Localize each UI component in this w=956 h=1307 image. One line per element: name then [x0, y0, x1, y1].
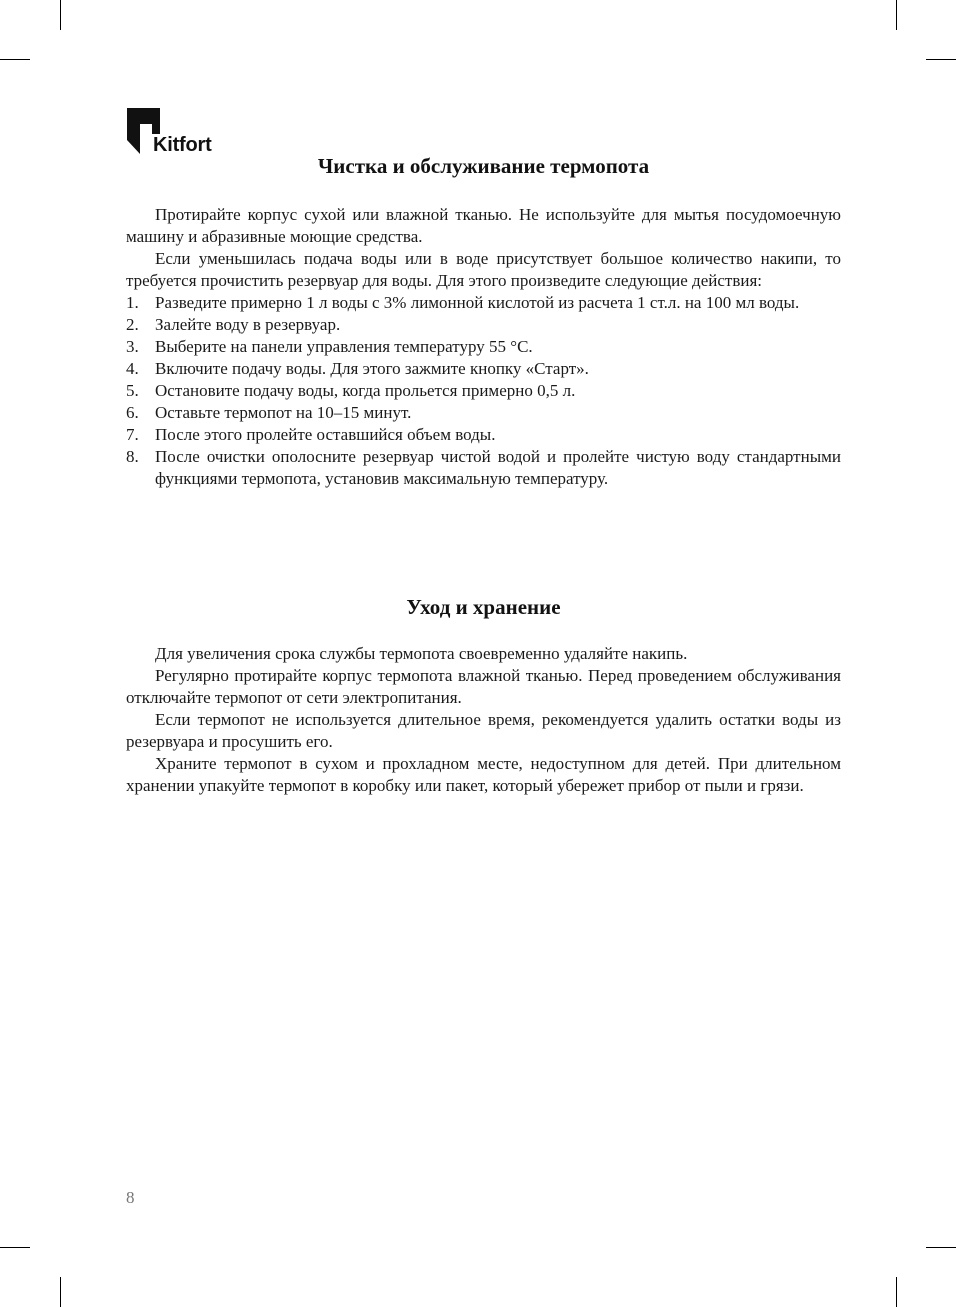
list-text: Разведите примерно 1 л воды с 3% лимонной кислотой из расчета 1 ст.л. на 100 мл воды.: [155, 293, 800, 312]
list-text: Остановите подачу воды, когда прольется примерно 0,5 л.: [155, 381, 576, 400]
paragraph: Для увеличения срока службы термопота своевременно удаляйте накипь.: [155, 644, 688, 663]
paragraph: Если уменьшилась подача воды или в воде присутствует большое количество накипи, то требуется прочистить резервуар для воды. Для этого произведите следующие действия:: [126, 249, 841, 290]
crop-mark: [896, 1277, 897, 1307]
list-item: [126, 292, 841, 314]
list-item: [126, 424, 841, 446]
list-text: Оставьте термопот на 10–15 минут.: [155, 403, 412, 422]
cleaning-steps-list: [126, 292, 841, 490]
paragraph: Храните термопот в сухом и прохладном месте, недоступном для детей. При длительном хранении упакуйте термопот в коробку или пакет, который убережет прибор от пыли и грязи.: [126, 754, 841, 795]
list-number: 3.: [126, 337, 139, 356]
list-text: После очистки ополосните резервуар чистой водой и пролейте чистую воду стандартными функциями термопота, установив максимальную температуру.: [155, 447, 841, 488]
list-item: [126, 314, 841, 336]
page-number: 8: [126, 1188, 135, 1207]
list-number: 5.: [126, 381, 139, 400]
paragraph: Регулярно протирайте корпус термопота влажной тканью. Перед проведением обслуживания отключайте термопот от сети электропитания.: [126, 666, 841, 707]
paragraph: Если термопот не используется длительное время, рекомендуется удалить остатки воды из резервуара и просушить его.: [126, 710, 841, 751]
crop-mark: [0, 59, 30, 60]
list-text: Залейте воду в резервуар.: [155, 315, 341, 334]
list-text: Выберите на панели управления температуру 55 °C.: [155, 337, 533, 356]
list-text: После этого пролейте оставшийся объем воды.: [155, 425, 496, 444]
list-text: Включите подачу воды. Для этого зажмите кнопку «Старт».: [155, 359, 589, 378]
crop-mark: [60, 0, 61, 30]
cleaning-section: [126, 204, 841, 490]
list-number: 6.: [126, 403, 139, 422]
crop-mark: [896, 0, 897, 30]
list-item: [126, 358, 841, 380]
list-number: 4.: [126, 359, 139, 378]
crop-mark: [926, 1247, 956, 1248]
list-number: 1.: [126, 293, 139, 312]
crop-mark: [0, 1247, 30, 1248]
list-item: [126, 402, 841, 424]
list-number: 7.: [126, 425, 139, 444]
care-section: [126, 643, 841, 797]
brand-name: Kitfort: [153, 134, 212, 156]
list-item: [126, 446, 841, 490]
list-number: 8.: [126, 447, 139, 466]
list-item: [126, 336, 841, 358]
crop-mark: [60, 1277, 61, 1307]
section-title-cleaning: Чистка и обслуживание термопота: [317, 154, 650, 178]
crop-mark: [926, 59, 956, 60]
section-title-care: Уход и хранение: [406, 595, 561, 619]
list-item: [126, 380, 841, 402]
paragraph: Протирайте корпус сухой или влажной тканью. Не используйте для мытья посудомоечную машину и абразивные моющие средства.: [126, 205, 841, 246]
list-number: 2.: [126, 315, 139, 334]
